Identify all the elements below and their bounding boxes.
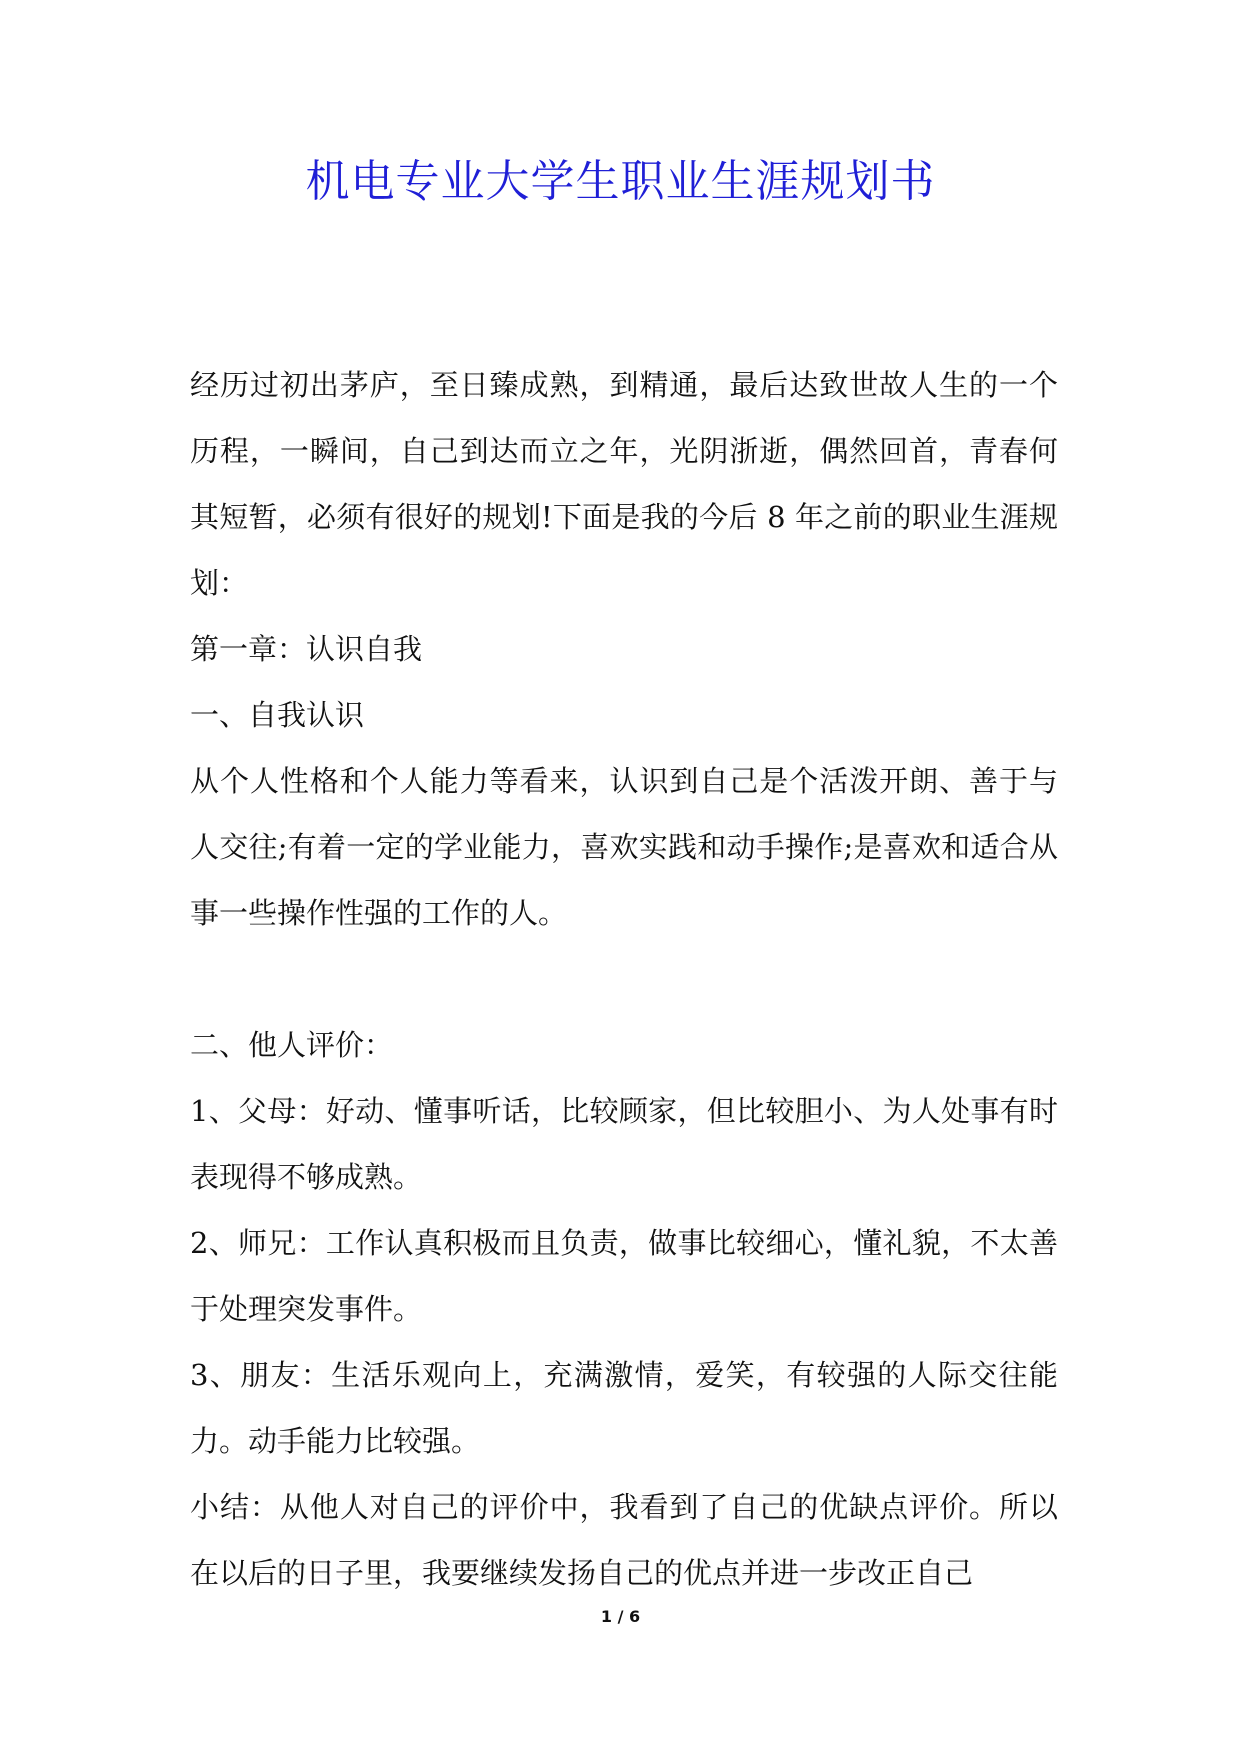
- document-body: [190, 352, 1058, 1606]
- intro-paragraph: 经历过初出茅庐，至日臻成熟，到精通，最后达致世故人生的一个历程，一瞬间，自己到达而立之年，光阴浙逝，偶然回首，青春何其短暂，必须有很好的规划!下面是我的今后 8 年之前的职业生涯规划：: [190, 368, 1058, 600]
- paragraph-spacer: [190, 946, 1058, 1012]
- chapter-heading: 第一章：认识自我: [190, 632, 423, 666]
- document-title: 机电专业大学生职业生涯规划书: [305, 156, 936, 207]
- senior-evaluation: 2、师兄：工作认真积极而且负责，做事比较细心，懂礼貌，不太善于处理突发事件。: [190, 1226, 1058, 1326]
- friends-evaluation: 3、朋友：生活乐观向上，充满激情，爱笑，有较强的人际交往能力。动手能力比较强。: [190, 1358, 1058, 1458]
- page-number: 1 / 6: [600, 1607, 641, 1626]
- self-awareness-paragraph: 从个人性格和个人能力等看来，认识到自己是个活泼开朗、善于与人交往;有着一定的学业能力，喜欢实践和动手操作;是喜欢和适合从事一些操作性强的工作的人。: [190, 764, 1058, 930]
- summary-paragraph: 小结：从他人对自己的评价中，我看到了自己的优缺点评价。所以在以后的日子里，我要继续发扬自己的优点并进一步改正自己: [190, 1490, 1058, 1590]
- section-heading-others-evaluation: 二、他人评价：: [190, 1028, 394, 1062]
- section-heading-self-awareness: 一、自我认识: [190, 698, 365, 732]
- parents-evaluation: 1、父母：好动、懂事听话，比较顾家，但比较胆小、为人处事有时表现得不够成熟。: [190, 1094, 1058, 1194]
